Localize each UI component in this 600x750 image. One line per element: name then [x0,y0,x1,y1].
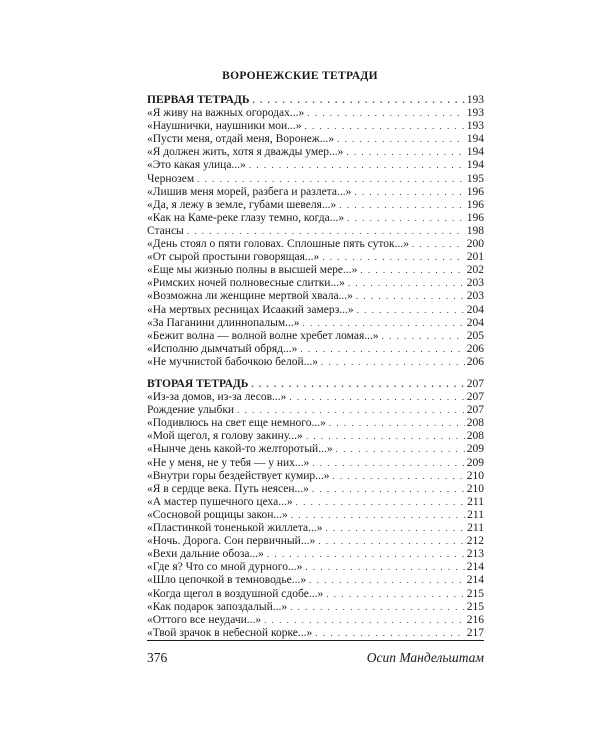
page-footer [147,650,484,666]
dot-leader [382,330,465,343]
toc-entry [147,601,484,614]
toc-entry-title: «Ночь. Дорога. Сон первичный...» [147,535,316,548]
toc-entry [147,107,484,120]
toc-entry-page: 196 [466,185,484,198]
toc-entry-title: «Где я? Что со мной дурного...» [147,561,303,574]
dot-leader [309,574,465,587]
dot-leader [197,173,465,186]
page-number: 376 [147,650,168,665]
toc-entry-page: 215 [466,600,484,613]
dot-leader [306,430,465,443]
toc-entry-title: «Еще мы жизнью полны в высшей мере...» [147,264,358,277]
page-title: ВОРОНЕЖСКИЕ ТЕТРАДИ [222,70,378,82]
toc-entry-title: «А мастер пушечного цеха...» [147,495,293,508]
dot-leader [300,343,464,356]
dot-leader [347,212,465,225]
toc-entry-page: 211 [467,508,484,521]
dot-leader [336,443,465,456]
toc-entry-page: 193 [466,120,484,133]
toc-entry-title: «Когда щегол в воздушной сдобе...» [147,587,324,600]
toc-entry-title: «Исполню дымчатый обряд...» [147,342,298,355]
toc-entry-title: «Бежит волна — волной волне хребет ломая...» [147,329,379,342]
dot-leader [333,470,465,483]
toc-entry [147,212,484,225]
toc-entry-page: 201 [466,251,484,264]
toc-entry-page: 198 [466,224,484,237]
toc-entry [147,561,484,574]
toc-entry [147,159,484,172]
dot-leader [251,378,464,391]
toc-entry-page: 193 [466,107,484,120]
toc-entry [147,430,484,443]
dot-leader [252,94,464,107]
toc-entry-page: 194 [466,146,484,159]
section-heading-text: ПЕРВАЯ ТЕТРАДЬ [147,94,250,106]
toc-entry-title: «Римских ночей полновесные слитки...» [147,277,345,290]
toc-entry [147,417,484,430]
toc-entry-page: 203 [466,290,484,303]
dot-leader [303,317,465,330]
dot-leader [289,391,464,404]
toc-entry-page: 206 [466,342,484,355]
toc-entry-page: 200 [466,238,484,251]
section-heading-page: 193 [466,94,484,106]
toc-entry-title: «Пластинкой тоненькой жиллета...» [147,522,323,535]
toc-entry-title: «Я в сердце века. Путь неясен...» [147,482,309,495]
toc-entry-page: 217 [466,626,484,639]
toc-entry-title: «Шло цепочкой в темноводье...» [147,574,307,587]
toc-entry-page: 207 [466,391,484,404]
dot-leader [305,561,464,574]
toc-entry [147,483,484,496]
dot-leader [357,304,465,317]
toc-entry [147,548,484,561]
toc-entry [147,443,484,456]
toc-entry [147,343,484,356]
dot-leader [187,225,465,238]
toc-entry [147,317,484,330]
dot-leader [337,133,465,146]
toc-entry [147,509,484,522]
toc-entry [147,614,484,627]
toc-entry-title: «Из-за домов, из-за лесов...» [147,391,287,404]
toc-entry [147,457,484,470]
toc-entry [147,251,484,264]
toc-entry-title: «Это какая улица...» [147,159,246,172]
toc-entry [147,225,484,238]
dot-leader [264,614,465,627]
toc-entry-title: «Не у меня, не у тебя — у них...» [147,456,310,469]
toc-entry-page: 210 [466,482,484,495]
dot-leader [360,264,464,277]
dot-leader [312,483,465,496]
toc-entry [147,264,484,277]
dot-leader [291,509,465,522]
toc-entry [147,173,484,186]
toc-entry-title: «Твой зрачок в небесной корке...» [147,626,313,639]
toc-entry [147,356,484,369]
dot-leader [237,404,465,417]
toc-entry-title: «Я живу на важных огородах...» [147,107,305,120]
toc-entry-page: 195 [466,172,484,185]
toc-entry-page: 208 [466,417,484,430]
toc-entry-page: 215 [466,587,484,600]
toc-entry [147,522,484,535]
toc-entry-title: «Внутри горы бездействует кумир...» [147,469,330,482]
running-author: Осип Мандельштам [366,650,484,665]
toc-entry-title: «Нынче день какой-то желторотый...» [147,443,333,456]
toc-entry-title: Чернозем [147,172,195,185]
toc-entry-page: 216 [466,613,484,626]
dot-leader [356,290,465,303]
toc-entry [147,133,484,146]
toc-entry-title: «Пусти меня, отдай меня, Воронеж...» [147,133,335,146]
toc-entry-title: «Подивлюсь на свет еще немного...» [147,417,326,430]
toc-entry-title: «Как подарок запоздалый...» [147,600,288,613]
section-heading-page: 207 [466,378,484,390]
toc-entry [147,277,484,290]
toc-notebook-1 [147,94,484,369]
dot-leader [307,107,465,120]
toc-entry-page: 206 [466,355,484,368]
dot-leader [354,186,464,199]
toc-entry-title: «Как на Каме-реке глазу темно, когда...» [147,211,345,224]
toc-entry-title: «Мой щегол, я голову закину...» [147,430,303,443]
dot-leader [348,277,465,290]
toc-entry-title: «Лишив меня морей, разбега и разлета...» [147,185,352,198]
toc-entry-title: «От сырой простыни говорящая...» [147,251,320,264]
dot-leader [305,120,465,133]
toc-entry [147,391,484,404]
dot-leader [267,548,465,561]
toc-entry-page: 212 [466,535,484,548]
toc-entry [147,404,484,417]
toc-entry [147,304,484,317]
toc-entry-page: 211 [467,522,484,535]
toc-entry-title: «Оттого все неудачи...» [147,613,262,626]
dot-leader [322,251,465,264]
dot-leader [321,356,465,369]
footer-rule [147,640,484,641]
toc-entry [147,120,484,133]
section-heading-text: ВТОРАЯ ТЕТРАДЬ [147,378,249,390]
toc-entry [147,470,484,483]
toc-entry-title: «За Паганини длиннопалым...» [147,316,300,329]
toc-entry [147,574,484,587]
toc-entry [147,588,484,601]
toc-entry-page: 204 [466,303,484,316]
dot-leader [315,627,465,640]
toc-entry-page: 207 [466,404,484,417]
toc-entry-page: 194 [466,159,484,172]
toc-entry-title: Рождение улыбки [147,404,235,417]
dot-leader [318,535,465,548]
toc-entry-page: 211 [467,495,484,508]
toc-entry-page: 214 [466,561,484,574]
toc-entry [147,627,484,640]
toc-notebook-2 [147,378,484,640]
toc-entry-title: «Возможна ли женщине мертвой хвала...» [147,290,353,303]
toc-entry [147,535,484,548]
dot-leader [312,457,464,470]
toc-entry [147,290,484,303]
toc-entry-page: 210 [466,469,484,482]
toc-entry-page: 205 [466,329,484,342]
section-heading-notebook-2 [147,378,484,391]
dot-leader [296,496,466,509]
toc-entry-page: 196 [466,198,484,211]
toc-entry [147,238,484,251]
dot-leader [290,601,465,614]
toc-entry-title: «Наушнички, наушники мои...» [147,120,302,133]
toc-entry-title: Стансы [147,224,184,237]
toc-entry [147,199,484,212]
toc-entry-title: «Не мучнистой бабочкою белой...» [147,355,318,368]
toc-entry [147,186,484,199]
dot-leader [346,146,464,159]
toc-entry-page: 203 [466,277,484,290]
toc-entry-title: «Я должен жить, хотя я дважды умер...» [147,146,344,159]
toc-entry-page: 208 [466,430,484,443]
toc-entry-title: «Да, я лежу в земле, губами шевеля...» [147,198,337,211]
toc-entry-page: 204 [466,316,484,329]
toc-entry-page: 202 [466,264,484,277]
dot-leader [412,238,465,251]
toc-entry-page: 196 [466,211,484,224]
dot-leader [249,159,465,172]
toc-entry-page: 209 [466,443,484,456]
toc-entry-title: «Вехи дальние обоза...» [147,548,264,561]
dot-leader [326,588,465,601]
dot-leader [329,417,465,430]
toc-entry-page: 214 [466,574,484,587]
dot-leader [339,199,464,212]
section-heading-notebook-1 [147,94,484,107]
toc-entry-title: «На мертвых ресницах Исаакий замерз...» [147,303,354,316]
toc-entry-title: «Сосновой рощицы закон...» [147,508,288,521]
toc-entry-page: 194 [466,133,484,146]
toc-entry [147,330,484,343]
toc-entry-page: 213 [466,548,484,561]
dot-leader [326,522,466,535]
toc-entry-page: 209 [466,456,484,469]
toc-entry [147,146,484,159]
toc-entry [147,496,484,509]
toc-entry-title: «День стоял о пяти головах. Сплошные пять суток...» [147,238,409,251]
